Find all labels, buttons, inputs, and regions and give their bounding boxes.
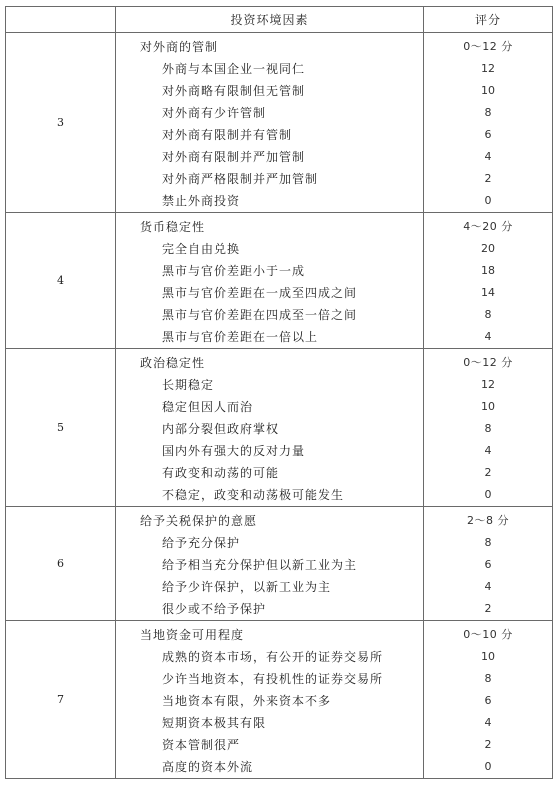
factor-title: 货币稳定性 xyxy=(140,220,206,234)
factor-option: 很少或不给予保护 xyxy=(162,602,267,616)
score-value: 0 xyxy=(484,194,492,207)
score-value: 2 xyxy=(484,172,492,185)
factor-option: 短期资本极其有限 xyxy=(162,716,267,730)
score-value: 8 xyxy=(484,106,492,119)
header-row xyxy=(6,7,553,33)
factor-title: 对外商的管制 xyxy=(140,40,219,54)
score-range: 0～12 分 xyxy=(463,356,513,369)
score-list xyxy=(424,213,553,349)
section-row-tariff-protection xyxy=(6,507,553,621)
investment-environment-table xyxy=(5,6,553,779)
score-value: 10 xyxy=(481,400,495,413)
score-value: 2 xyxy=(484,738,492,751)
score-value: 8 xyxy=(484,536,492,549)
factor-option: 给予相当充分保护但以新工业为主 xyxy=(162,558,358,572)
score-value: 18 xyxy=(481,264,495,277)
score-range: 0～12 分 xyxy=(463,40,513,53)
factor-option: 少许当地资本，有投机性的证券交易所 xyxy=(162,672,384,686)
section-row-currency-stability xyxy=(6,213,553,349)
score-list xyxy=(424,621,553,779)
factor-option: 资本管制很严 xyxy=(162,738,241,752)
section-number: 5 xyxy=(6,349,116,507)
factor-option: 对外商略有限制但无管制 xyxy=(162,84,306,98)
score-value: 6 xyxy=(484,558,492,571)
factor-option: 高度的资本外流 xyxy=(162,760,254,774)
factor-list xyxy=(116,33,424,213)
factor-option: 外商与本国企业一视同仁 xyxy=(162,62,306,76)
score-range: 0～10 分 xyxy=(463,628,513,641)
factor-option: 当地资本有限，外来资本不多 xyxy=(162,694,332,708)
factor-title: 给予关税保护的意愿 xyxy=(140,514,258,528)
section-row-political-stability xyxy=(6,349,553,507)
factor-list xyxy=(116,507,424,621)
header-factor: 投资环境因素 xyxy=(116,7,424,33)
factor-option: 对外商有限制并严加管制 xyxy=(162,150,306,164)
score-value: 0 xyxy=(484,760,492,773)
factor-option: 给予少许保护，以新工业为主 xyxy=(162,580,332,594)
factor-option: 对外商有少许管制 xyxy=(162,106,267,120)
score-list xyxy=(424,507,553,621)
score-value: 6 xyxy=(484,694,492,707)
section-row-foreign-control xyxy=(6,33,553,213)
score-value: 8 xyxy=(484,308,492,321)
score-value: 14 xyxy=(481,286,495,299)
factor-list xyxy=(116,349,424,507)
header-number xyxy=(6,7,116,33)
score-list xyxy=(424,349,553,507)
factor-option: 内部分裂但政府掌权 xyxy=(162,422,280,436)
factor-option: 稳定但因人而治 xyxy=(162,400,254,414)
score-value: 8 xyxy=(484,422,492,435)
score-value: 4 xyxy=(484,444,492,457)
section-row-local-capital xyxy=(6,621,553,779)
factor-list xyxy=(116,213,424,349)
score-value: 12 xyxy=(481,62,495,75)
score-range: 4～20 分 xyxy=(463,220,513,233)
factor-option: 不稳定，政变和动荡极可能发生 xyxy=(162,488,345,502)
score-value: 4 xyxy=(484,330,492,343)
section-number: 3 xyxy=(6,33,116,213)
section-number: 7 xyxy=(6,621,116,779)
factor-option: 禁止外商投资 xyxy=(162,194,241,208)
score-value: 4 xyxy=(484,150,492,163)
score-value: 10 xyxy=(481,650,495,663)
score-value: 10 xyxy=(481,84,495,97)
factor-option: 国内外有强大的反对力量 xyxy=(162,444,306,458)
factor-title: 当地资金可用程度 xyxy=(140,628,245,642)
score-value: 2 xyxy=(484,602,492,615)
score-value: 4 xyxy=(484,716,492,729)
factor-list xyxy=(116,621,424,779)
factor-option: 给予充分保护 xyxy=(162,536,241,550)
score-value: 0 xyxy=(484,488,492,501)
score-value: 12 xyxy=(481,378,495,391)
factor-option: 成熟的资本市场，有公开的证券交易所 xyxy=(162,650,384,664)
score-value: 8 xyxy=(484,672,492,685)
factor-option: 完全自由兑换 xyxy=(162,242,241,256)
score-range: 2～8 分 xyxy=(467,514,509,527)
factor-option: 黑市与官价差距在一成至四成之间 xyxy=(162,286,358,300)
factor-option: 长期稳定 xyxy=(162,378,215,392)
score-list xyxy=(424,33,553,213)
factor-option: 有政变和动荡的可能 xyxy=(162,466,280,480)
factor-option: 黑市与官价差距在一倍以上 xyxy=(162,330,319,344)
score-value: 6 xyxy=(484,128,492,141)
section-number: 6 xyxy=(6,507,116,621)
factor-option: 黑市与官价差距小于一成 xyxy=(162,264,306,278)
score-value: 2 xyxy=(484,466,492,479)
header-score: 评分 xyxy=(424,7,553,33)
score-value: 4 xyxy=(484,580,492,593)
section-number: 4 xyxy=(6,213,116,349)
factor-option: 对外商严格限制并严加管制 xyxy=(162,172,319,186)
factor-option: 对外商有限制并有管制 xyxy=(162,128,293,142)
factor-title: 政治稳定性 xyxy=(140,356,206,370)
score-value: 20 xyxy=(481,242,495,255)
factor-option: 黑市与官价差距在四成至一倍之间 xyxy=(162,308,358,322)
